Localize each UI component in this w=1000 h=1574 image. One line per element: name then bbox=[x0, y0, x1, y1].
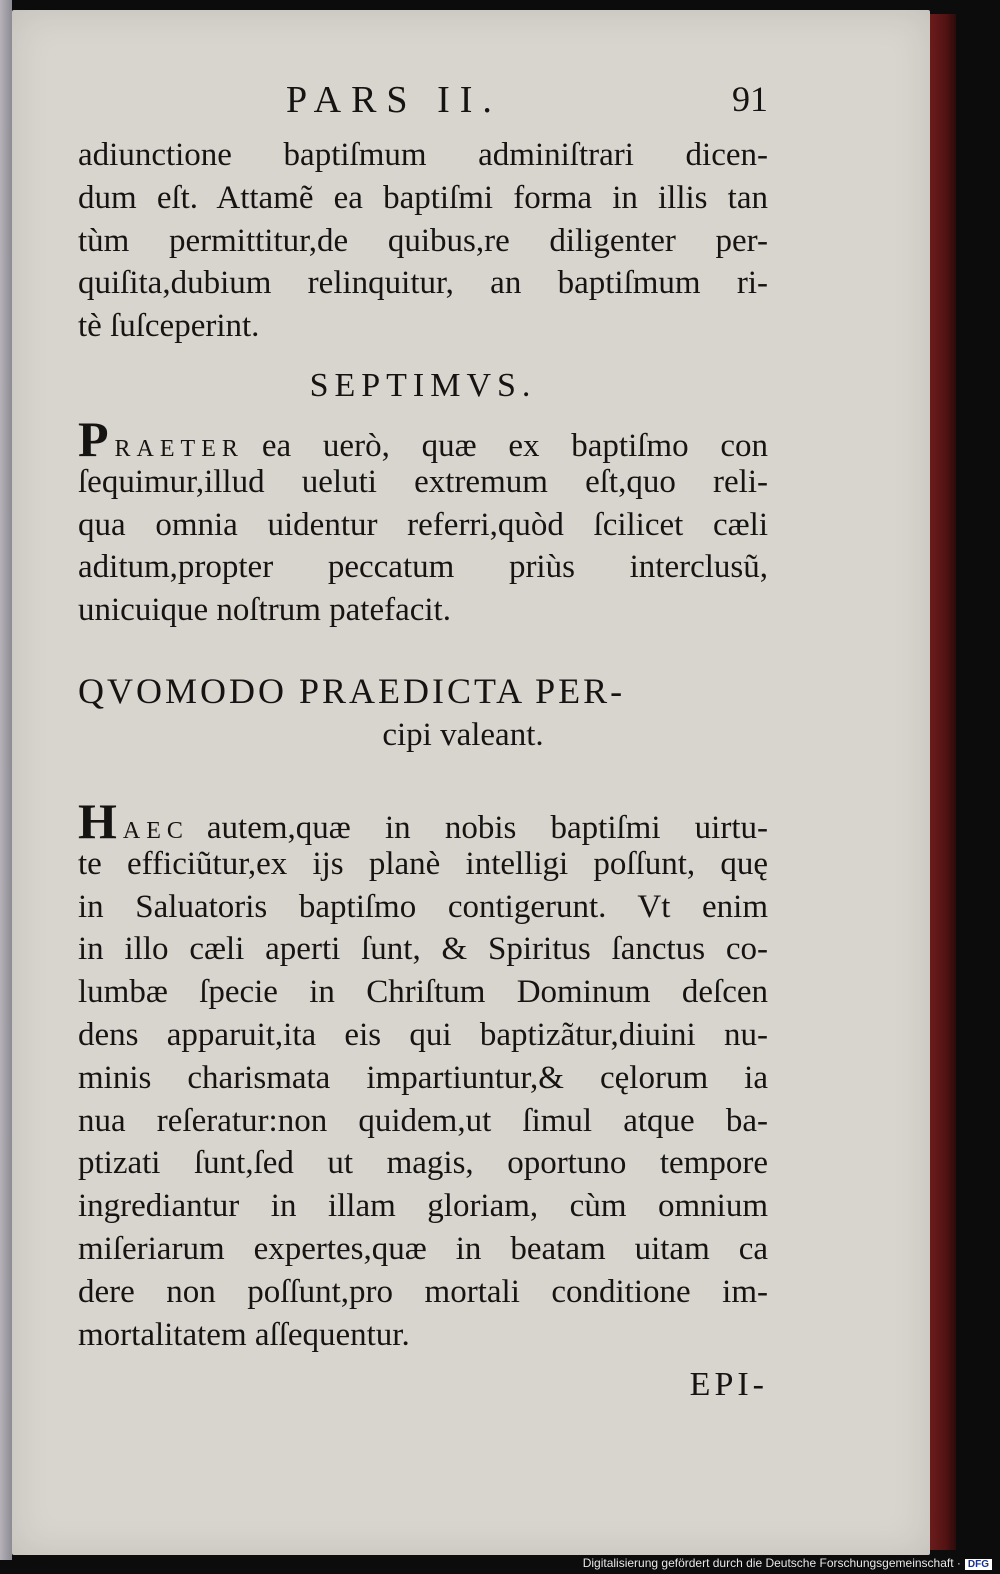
text-line: tè ſuſceperint. bbox=[78, 308, 260, 345]
paragraph-1 bbox=[78, 134, 768, 348]
text-line: qua omnia uidentur referri,quòd ſcilicet cæli bbox=[78, 506, 768, 543]
running-header bbox=[78, 78, 768, 134]
chapter-heading: QVOMODO PRAEDICTA PER- bbox=[78, 670, 626, 711]
text-line: ptizati ſunt,ſed ut magis, oportuno tempore bbox=[78, 1145, 768, 1182]
section-title: SEPTIMVS. bbox=[309, 366, 537, 404]
text-line: ingrediantur in illam gloriam, cùm omnium bbox=[78, 1188, 768, 1225]
running-title: PARS II. bbox=[286, 79, 502, 121]
page-text bbox=[78, 78, 768, 1406]
catchword: EPI- bbox=[689, 1366, 768, 1404]
text-line: aditum,propter peccatum priùs interclusũ, bbox=[78, 549, 768, 586]
text-line bbox=[78, 792, 768, 849]
footer-text: Digitalisierung gefördert durch die Deutsche Forschungsgemeinschaft · bbox=[582, 1556, 961, 1570]
book-edge bbox=[930, 14, 956, 1550]
drop-cap: H bbox=[78, 792, 117, 849]
page-number: 91 bbox=[732, 79, 768, 119]
text-line: quiſita,dubium relinquitur, an baptiſmum ri- bbox=[78, 265, 768, 302]
text-line: ſequimur,illud ueluti extremum eſt,quo reli- bbox=[78, 463, 768, 500]
text-line: adiunctione baptiſmum adminiſtrari dicen- bbox=[78, 137, 768, 173]
drop-cap: P bbox=[78, 410, 109, 467]
text-line: mortalitatem aſſequentur. bbox=[78, 1316, 410, 1353]
text-line: miſeriarum expertes,quæ in beatam uitam ca bbox=[78, 1230, 768, 1267]
dfg-logo: DFG bbox=[965, 1559, 992, 1570]
text-line: lumbæ ſpecie in Chriſtum Dominum deſcen bbox=[78, 974, 768, 1011]
line-text: autem,quæ in nobis baptiſmi uirtu- bbox=[206, 809, 768, 846]
paragraph-3 bbox=[78, 792, 768, 1356]
text-line: nua reſeratur:non quidem,ut ſimul atque ba- bbox=[78, 1102, 768, 1139]
text-line: dens apparuit,ita eis qui baptizãtur,diuini nu- bbox=[78, 1016, 768, 1053]
text-line: te efficiũtur,ex ijs planè intelligi poſſunt, quę bbox=[78, 845, 768, 882]
text-line: dere non poſſunt,pro mortali conditione im- bbox=[78, 1273, 768, 1310]
digitization-footer bbox=[583, 1556, 992, 1570]
text-line: in illo cæli aperti ſunt, & Spiritus ſanctus co- bbox=[78, 931, 768, 968]
book-spine-edge bbox=[0, 0, 12, 1560]
small-caps-word: RAETER bbox=[114, 435, 244, 462]
text-line: unicuique noſtrum patefacit. bbox=[78, 592, 451, 629]
text-line: in Saluatoris baptiſmo contigerunt. Vt enim bbox=[78, 888, 768, 925]
chapter-heading-continuation: cipi valeant. bbox=[382, 716, 544, 753]
line-text: ea uerò, quæ ex baptiſmo con bbox=[261, 427, 768, 464]
paragraph-2 bbox=[78, 410, 768, 632]
text-line: minis charismata impartiuntur,& cęlorum ia bbox=[78, 1059, 768, 1096]
small-caps-word: AEC bbox=[122, 817, 189, 844]
text-line: dum eſt. Attamẽ ea baptiſmi forma in illis tan bbox=[78, 179, 768, 216]
text-line bbox=[78, 410, 768, 467]
text-line: tùm permittitur,de quibus,re diligenter per- bbox=[78, 222, 768, 259]
